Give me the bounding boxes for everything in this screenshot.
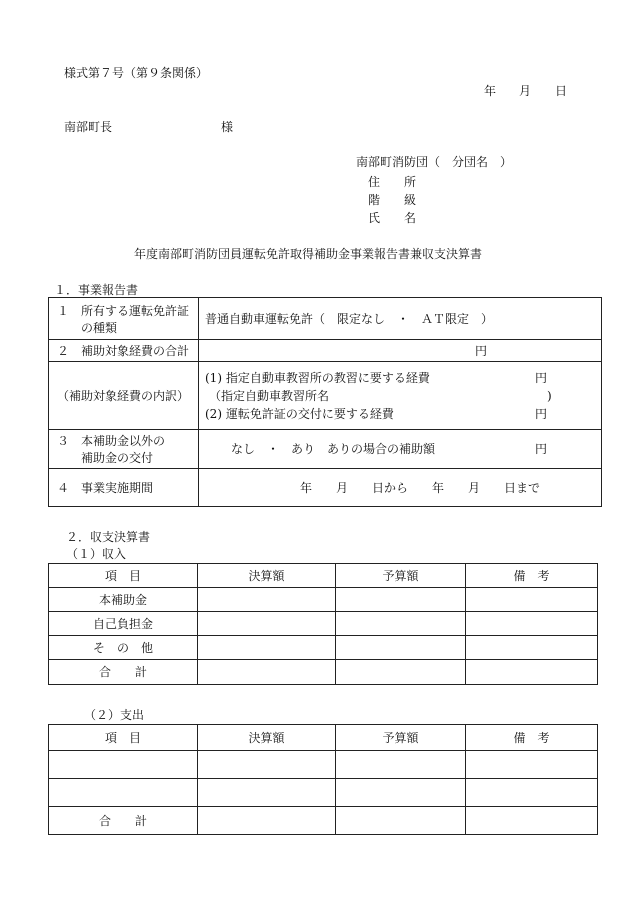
period-label: 事業実施期間 xyxy=(81,480,154,495)
income-header-row xyxy=(49,564,598,588)
income-remarks-cell[interactable] xyxy=(466,660,598,685)
expense-header-row xyxy=(49,725,598,751)
table-row xyxy=(49,636,598,660)
report-row-period xyxy=(49,469,602,507)
other-subsidy-value-cell xyxy=(199,430,602,469)
report-row-other-subsidy xyxy=(49,430,602,469)
income-header-remarks: 備 考 xyxy=(466,564,598,588)
expense-actual-cell[interactable] xyxy=(198,751,336,779)
expense-remarks-cell[interactable] xyxy=(466,751,598,779)
license-num: １ xyxy=(57,303,70,318)
income-item-other: そ の 他 xyxy=(49,636,198,660)
breakdown-item1-yen: 円 xyxy=(535,370,548,385)
income-budget-cell[interactable] xyxy=(336,612,466,636)
table-row xyxy=(49,807,598,835)
total-yen: 円 xyxy=(475,343,488,358)
other-subsidy-yen: 円 xyxy=(535,442,548,456)
income-remarks-cell[interactable] xyxy=(466,636,598,660)
expense-header-budget: 予算額 xyxy=(336,725,466,751)
breakdown-school-close: ) xyxy=(547,388,552,403)
income-table xyxy=(48,563,598,685)
license-type-value: 普通自動車運転免許（ 限定なし ・ ＡＴ限定 ） xyxy=(205,311,494,326)
section2-heading: ２．収支決算書 xyxy=(66,530,151,544)
period-value: 年 月 日から 年 月 日まで xyxy=(299,480,540,495)
expense-budget-cell[interactable] xyxy=(336,779,466,807)
other-subsidy-label-line2: 補助金の交付 xyxy=(81,451,154,465)
report-table xyxy=(48,297,602,507)
income-budget-cell[interactable] xyxy=(336,636,466,660)
breakdown-value-cell xyxy=(199,362,602,430)
income-header-item: 項 目 xyxy=(49,564,198,588)
breakdown-label: （補助対象経費の内訳） xyxy=(57,388,190,403)
breakdown-item2: (2) 運転免許証の交付に要する経費 xyxy=(205,406,394,421)
expense-remarks-cell[interactable] xyxy=(466,779,598,807)
breakdown-school-name: （指定自動車教習所名 xyxy=(209,388,330,403)
table-row xyxy=(49,751,598,779)
income-item-subsidy: 本補助金 xyxy=(49,588,198,612)
license-label-cell xyxy=(49,298,199,340)
form-number: 様式第７号（第９条関係） xyxy=(64,66,209,80)
expense-actual-cell[interactable] xyxy=(198,807,336,835)
license-label-line1: 所有する運転免許証 xyxy=(81,303,190,318)
income-remarks-cell[interactable] xyxy=(466,588,598,612)
other-subsidy-num: ３ xyxy=(57,434,70,448)
income-item-total: 合 計 xyxy=(49,660,198,685)
income-budget-cell[interactable] xyxy=(336,588,466,612)
report-row-license xyxy=(49,298,602,340)
license-label-line2: の種類 xyxy=(81,320,118,335)
period-label-cell xyxy=(49,469,199,507)
expense-header-remarks: 備 考 xyxy=(466,725,598,751)
other-subsidy-label-line1: 本補助金以外の xyxy=(81,434,166,448)
breakdown-item1: (1) 指定自動車教習所の教習に要する経費 xyxy=(205,370,430,385)
honorific: 様 xyxy=(221,120,234,134)
applicant-name-label: 氏 名 xyxy=(368,211,417,225)
period-value-cell xyxy=(199,469,602,507)
expense-remarks-cell[interactable] xyxy=(466,807,598,835)
income-actual-cell[interactable] xyxy=(198,636,336,660)
table-row xyxy=(49,779,598,807)
expense-table xyxy=(48,724,598,835)
period-num: ４ xyxy=(57,480,70,495)
table-row xyxy=(49,588,598,612)
breakdown-label-cell xyxy=(49,362,199,430)
date-month-label: 月 xyxy=(519,84,532,98)
applicant-org: 南部町消防団（ 分団名 ） xyxy=(356,155,513,169)
income-budget-cell[interactable] xyxy=(336,660,466,685)
expense-item-cell[interactable] xyxy=(49,779,198,807)
total-num: ２ xyxy=(57,343,70,358)
expense-header-item: 項 目 xyxy=(49,725,198,751)
income-subheading: （１）収入 xyxy=(66,547,127,561)
addressee: 南部町長 xyxy=(64,120,113,134)
report-row-total xyxy=(49,340,602,362)
income-actual-cell[interactable] xyxy=(198,588,336,612)
date-year-label: 年 xyxy=(484,84,497,98)
date-day-label: 日 xyxy=(555,84,568,98)
breakdown-item2-yen: 円 xyxy=(535,406,548,421)
license-value-cell xyxy=(199,298,602,340)
other-subsidy-label-cell xyxy=(49,430,199,469)
income-header-budget: 予算額 xyxy=(336,564,466,588)
document-title: 年度南部町消防団員運転免許取得補助金事業報告書兼収支決算書 xyxy=(134,247,483,261)
expense-header-actual: 決算額 xyxy=(198,725,336,751)
expense-actual-cell[interactable] xyxy=(198,779,336,807)
income-actual-cell[interactable] xyxy=(198,612,336,636)
table-row xyxy=(49,660,598,685)
other-subsidy-value: なし ・ あり ありの場合の補助額 xyxy=(231,442,436,456)
applicant-rank-label: 階 級 xyxy=(368,193,417,207)
expense-budget-cell[interactable] xyxy=(336,751,466,779)
income-actual-cell[interactable] xyxy=(198,660,336,685)
expense-budget-cell[interactable] xyxy=(336,807,466,835)
expense-subheading: （２）支出 xyxy=(84,708,145,722)
section1-heading: １．事業報告書 xyxy=(54,283,139,297)
total-label-cell xyxy=(49,340,199,362)
report-row-breakdown xyxy=(49,362,602,430)
income-remarks-cell[interactable] xyxy=(466,612,598,636)
expense-item-total: 合 計 xyxy=(49,807,198,835)
total-label: 補助対象経費の合計 xyxy=(81,343,190,358)
income-header-actual: 決算額 xyxy=(198,564,336,588)
total-value-cell xyxy=(199,340,602,362)
expense-item-cell[interactable] xyxy=(49,751,198,779)
income-item-self-pay: 自己負担金 xyxy=(49,612,198,636)
applicant-address-label: 住 所 xyxy=(368,175,417,189)
table-row xyxy=(49,612,598,636)
